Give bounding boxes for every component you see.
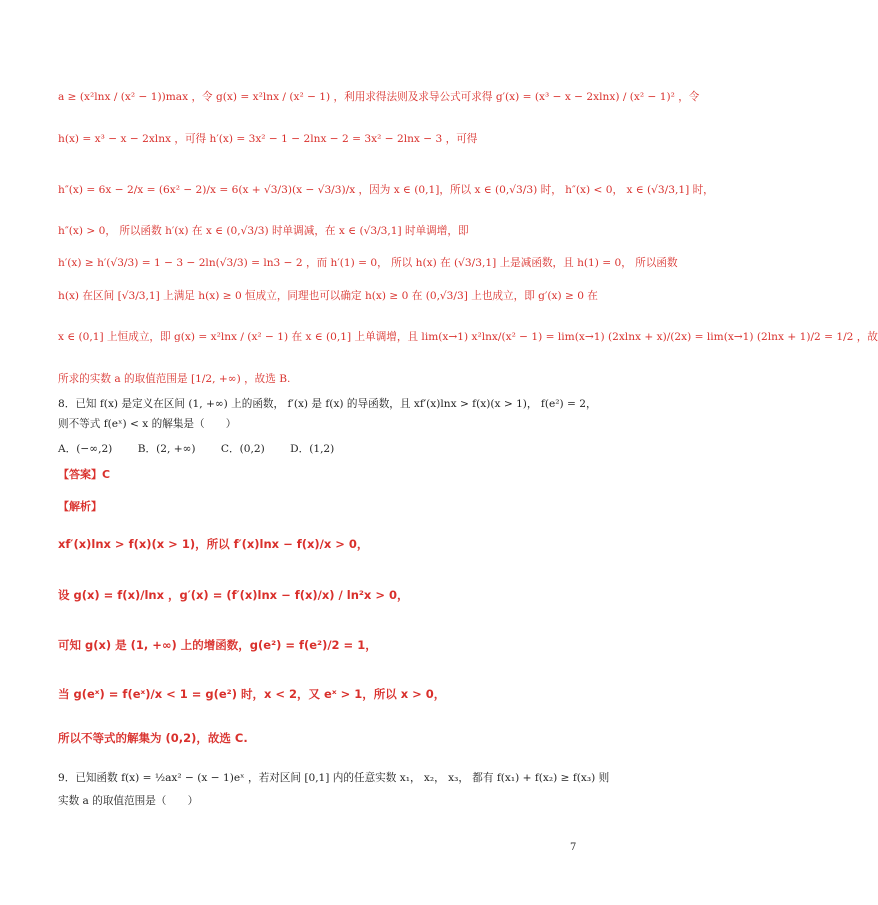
q8-stem-line-2: 则不等式 f(eˣ) < x 的解集是（ ） <box>58 418 237 430</box>
solution-line-1: a ≥ (x²lnx / (x² − 1))max ，令 g(x) = x²lnx / (x² − 1) ，利用求得法则及求导公式可求得 g′(x) = (x³ − x − 2xlnx) / (x² − 1)² ，令 <box>58 91 700 103</box>
solution-line-7: x ∈ (0,1] 上恒成立，即 g(x) = x²lnx / (x² − 1) 在 x ∈ (0,1] 上单调增，且 lim(x→1) x²lnx/(x² − 1) = lim(x→1) (2xlnx + x)/(2x) = lim(x→1) (2lnx + 1)/2 = 1/2 ，故 <box>58 331 878 343</box>
q8-step-4: 当 g(eˣ) = f(eˣ)/x < 1 = g(e²) 时，x < 2，又 eˣ > 1，所以 x > 0， <box>58 687 446 701</box>
solution-line-2: h(x) = x³ − x − 2xlnx ，可得 h′(x) = 3x² − 1 − 2lnx − 2 = 3x² − 2lnx − 3 ，可得 <box>58 133 478 145</box>
q8-analysis-heading: 【解析】 <box>58 500 102 513</box>
q8-step-1: xf′(x)lnx > f(x)(x > 1)，所以 f′(x)lnx − f(x)/x > 0， <box>58 537 369 551</box>
solution-line-4: h″(x) > 0， 所以函数 h′(x) 在 x ∈ (0,√3/3) 时单调减，在 x ∈ (√3/3,1] 时单调增，即 <box>58 225 469 237</box>
q8-option-a: A．(−∞,2) <box>58 443 113 455</box>
solution-line-5: h′(x) ≥ h′(√3/3) = 1 − 3 − 2ln(√3/3) = ln3 − 2 ，而 h′(1) = 0， 所以 h(x) 在 (√3/3,1] 上是减函数，且 h(1) = 0， 所以函数 <box>58 257 678 269</box>
q8-option-d: D．(1,2) <box>290 443 335 455</box>
q8-step-3: 可知 g(x) 是 (1, +∞) 上的增函数，g(e²) = f(e²)/2 = 1， <box>58 638 377 652</box>
q9-stem-line-1: 9．已知函数 f(x) = ½ax² − (x − 1)eˣ ，若对区间 [0,1] 内的任意实数 x₁， x₂， x₃， 都有 f(x₁) + f(x₂) ≥ f(x₃) 则 <box>58 772 610 784</box>
q8-stem-line-1: 8．已知 f(x) 是定义在区间 (1, +∞) 上的函数， f′(x) 是 f(x) 的导函数，且 xf′(x)lnx > f(x)(x > 1)， f(e²) = 2， <box>58 398 597 410</box>
q8-option-c: C．(0,2) <box>220 443 265 455</box>
page-number: 7 <box>570 842 577 853</box>
q8-answer: 【答案】C <box>58 468 111 481</box>
solution-line-3: h″(x) = 6x − 2/x = (6x² − 2)/x = 6(x + √3/3)(x − √3/3)/x ，因为 x ∈ (0,1]，所以 x ∈ (0,√3/3) 时， h″(x) < 0， x ∈ (√3/3,1] 时， <box>58 184 714 196</box>
q9-stem-line-2: 实数 a 的取值范围是（ ） <box>58 795 199 807</box>
q8-options <box>58 442 588 456</box>
q8-step-5: 所以不等式的解集为 (0,2)，故选 C. <box>58 731 248 745</box>
solution-line-8: 所求的实数 a 的取值范围是 [1/2, +∞) ，故选 B. <box>58 373 291 385</box>
q8-option-b: B．(2, +∞) <box>137 443 196 455</box>
q8-step-2: 设 g(x) = f(x)/lnx ，g′(x) = (f′(x)lnx − f(x)/x) / ln²x > 0， <box>58 588 409 602</box>
solution-line-6: h(x) 在区间 [√3/3,1] 上满足 h(x) ≥ 0 恒成立，同理也可以确定 h(x) ≥ 0 在 (0,√3/3] 上也成立，即 g′(x) ≥ 0 在 <box>58 290 598 302</box>
